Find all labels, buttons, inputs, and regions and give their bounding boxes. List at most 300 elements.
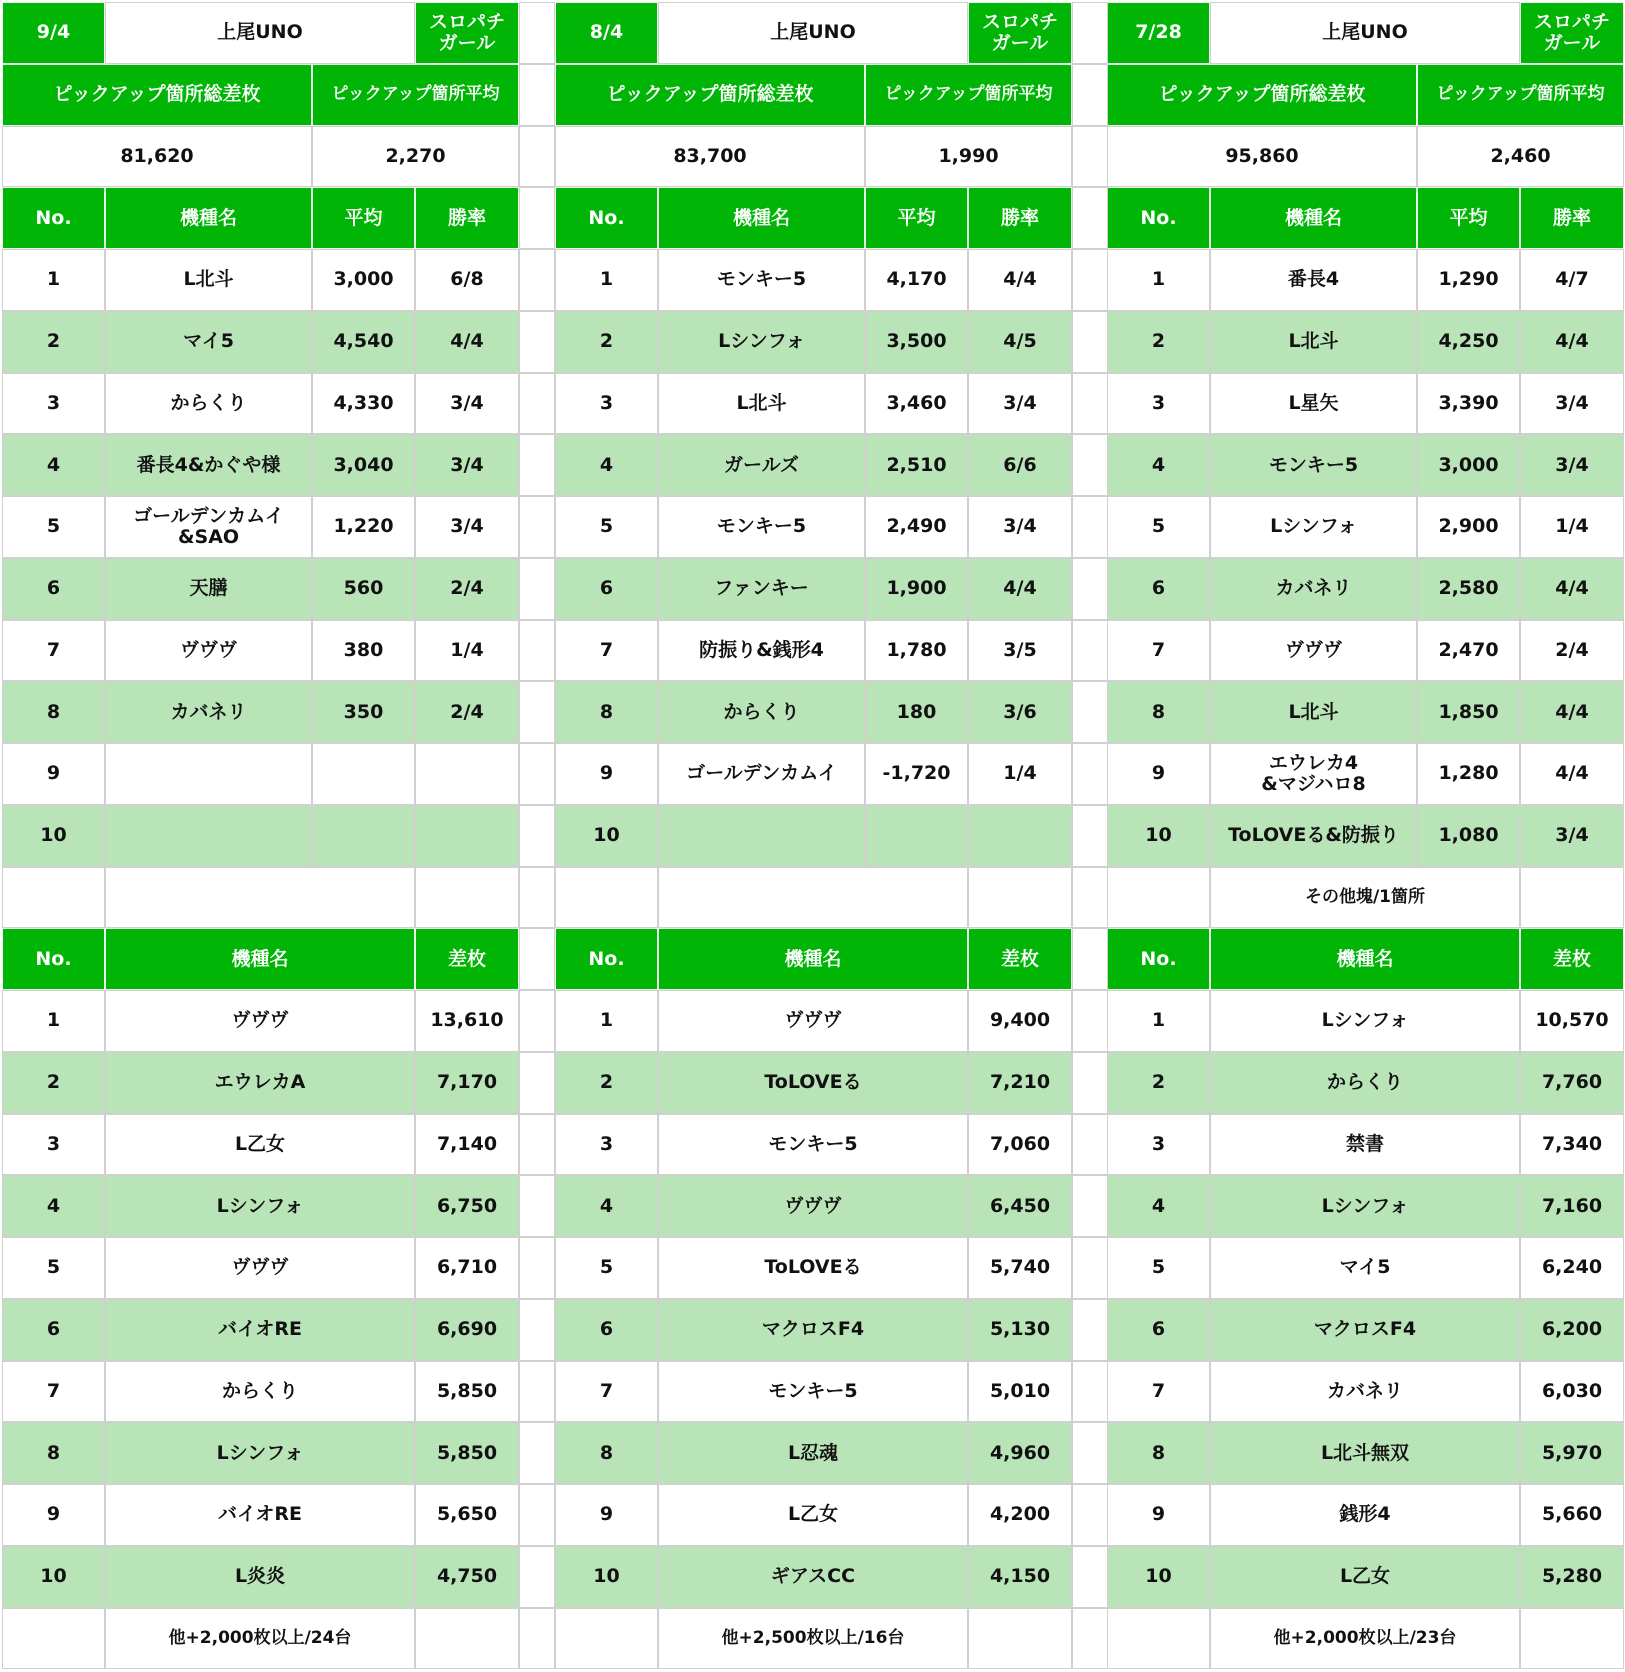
top-model-text: L乙女 (234, 1132, 286, 1155)
gap-cell (519, 249, 555, 311)
pickup-no-text: 5 (1151, 515, 1166, 538)
pickup-model (105, 743, 312, 805)
pickup-avg-text: 1,900 (886, 577, 947, 600)
pickup-win-text: 3/4 (450, 515, 484, 538)
top-diff (415, 1237, 519, 1299)
pickup-avg-text: 1,080 (1438, 824, 1499, 847)
top-no (2, 990, 105, 1052)
pickup-note (105, 867, 415, 929)
pickup-avg (865, 311, 968, 373)
pickup-no-text: 10 (40, 824, 67, 847)
pickup-model-text: ファンキー (714, 577, 809, 600)
pickup-no-text: 4 (1151, 453, 1166, 476)
pickup-avg-header-text: 平均 (897, 206, 936, 229)
top-diff-text: 6,710 (436, 1256, 498, 1279)
top-diff-text: 7,340 (1541, 1132, 1603, 1155)
gap-cell (519, 2, 555, 64)
average-value-text: 2,270 (385, 144, 446, 167)
pickup-model (105, 373, 312, 435)
total-diff-value-text: 83,700 (673, 144, 747, 167)
top-no (1107, 1546, 1210, 1608)
top-no (2, 1237, 105, 1299)
pickup-no (555, 743, 658, 805)
pickup-win-text: 3/4 (1555, 391, 1589, 414)
top-model-text: ヴヴヴ (231, 1256, 289, 1279)
pickup-avg-header (1417, 187, 1520, 249)
gap-cell (519, 126, 555, 188)
pickup-avg (865, 249, 968, 311)
top-diff-text: 9,400 (989, 1009, 1051, 1032)
pickup-win (1520, 249, 1624, 311)
pickup-win-text: 2/4 (450, 577, 484, 600)
pickup-model-text: からくり (170, 391, 247, 414)
top-diff-header-text: 差枚 (1000, 947, 1039, 970)
pickup-no (555, 620, 658, 682)
pickup-model (1210, 743, 1417, 805)
pickup-win-text: 3/4 (450, 453, 484, 476)
pickup-no-text: 9 (1151, 762, 1166, 785)
top-diff-text: 5,280 (1541, 1565, 1603, 1588)
top-diff (968, 1546, 1072, 1608)
pickup-model-text: カバネリ (170, 700, 247, 723)
pickup-win-header-text: 勝率 (447, 206, 486, 229)
top-diff (1520, 1052, 1624, 1114)
pickup-model (1210, 496, 1417, 558)
pickup-avg-text: 2,490 (886, 515, 947, 538)
top-no (1107, 1484, 1210, 1546)
pickup-win (415, 620, 519, 682)
pickup-model (1210, 434, 1417, 496)
pickup-avg-text: 560 (343, 577, 384, 600)
top-no (2, 1175, 105, 1237)
pickup-no (1107, 496, 1210, 558)
pickup-avg-text: 2,470 (1438, 638, 1499, 661)
pickup-win-text: 1/4 (1555, 515, 1589, 538)
badge-label (1520, 2, 1624, 64)
top-diff (415, 1546, 519, 1608)
top-diff (1520, 1546, 1624, 1608)
top-diff (1520, 1361, 1624, 1423)
pickup-avg (1417, 558, 1520, 620)
gap-cell (1072, 64, 1108, 126)
pickup-model (658, 805, 865, 867)
pickup-avg (312, 434, 415, 496)
pickup-no (1107, 311, 1210, 373)
top-no-text: 3 (599, 1132, 614, 1155)
pickup-model (105, 311, 312, 373)
top-model-text: モンキー5 (768, 1132, 858, 1155)
footer-note-text: 他+2,000枚以上/24台 (168, 1628, 352, 1649)
top-no (1107, 1422, 1210, 1484)
date-cell-text: 8/4 (589, 21, 624, 44)
pickup-model-text: エウレカ4 &マジハロ8 (1261, 751, 1366, 795)
average-header (1417, 64, 1624, 126)
top-no-text: 8 (599, 1441, 614, 1464)
top-model-text: 銭形4 (1339, 1503, 1391, 1526)
top-diff-text: 6,030 (1541, 1379, 1603, 1402)
gap-cell (519, 187, 555, 249)
pickup-model-text: L北斗 (183, 268, 234, 291)
top-model-header (658, 928, 968, 990)
pickup-no (1107, 249, 1210, 311)
top-no (2, 1052, 105, 1114)
top-model (1210, 1114, 1520, 1176)
pickup-avg (312, 373, 415, 435)
pickup-model-header (658, 187, 865, 249)
pickup-model-text: ToLOVEる&防振り (1228, 824, 1399, 847)
pickup-model-text: モンキー5 (716, 515, 807, 538)
pickup-win (1520, 681, 1624, 743)
top-no-text: 1 (46, 1009, 61, 1032)
pickup-avg-text: 4,540 (333, 330, 394, 353)
gap-cell (519, 311, 555, 373)
top-diff (968, 1052, 1072, 1114)
pickup-no-text: 1 (599, 268, 614, 291)
pickup-avg-text: 3,000 (333, 268, 394, 291)
pickup-model (1210, 373, 1417, 435)
total-diff-header-text: ピックアップ箇所総差枚 (53, 83, 261, 106)
pickup-no-header (555, 187, 658, 249)
pickup-no-text: 4 (599, 453, 614, 476)
total-diff-header (555, 64, 865, 126)
top-model (105, 1175, 415, 1237)
pickup-no-text: 7 (46, 638, 61, 661)
pickup-no-text: 2 (1151, 330, 1166, 353)
pickup-no-text: 2 (46, 330, 61, 353)
pickup-no (555, 373, 658, 435)
top-model-text: L忍魂 (787, 1441, 839, 1464)
pickup-model-text: L北斗 (736, 391, 787, 414)
top-no-header-text: No. (588, 947, 625, 970)
pickup-no (555, 434, 658, 496)
top-diff-text: 5,850 (436, 1441, 498, 1464)
pickup-model-text: Lシンフォ (1270, 515, 1357, 538)
pickup-no-text: 7 (1151, 638, 1166, 661)
pickup-note-text: その他塊/1箇所 (1304, 887, 1426, 908)
top-model (105, 1052, 415, 1114)
pickup-win-text: 4/4 (1555, 762, 1589, 785)
pickup-no (2, 496, 105, 558)
top-model (1210, 1546, 1520, 1608)
pickup-avg (312, 558, 415, 620)
top-model (658, 990, 968, 1052)
pickup-model-header-text: 機種名 (1284, 206, 1342, 229)
gap-cell (1072, 1422, 1108, 1484)
pickup-no-text: 5 (46, 515, 61, 538)
top-diff (415, 1052, 519, 1114)
top-diff (968, 990, 1072, 1052)
top-diff-text: 4,200 (989, 1503, 1051, 1526)
top-model-text: からくり (221, 1379, 298, 1402)
pickup-avg (312, 311, 415, 373)
gap-cell (1072, 187, 1108, 249)
top-diff-text: 5,650 (436, 1503, 498, 1526)
top-diff-header-text: 差枚 (447, 947, 486, 970)
gap-cell (1072, 558, 1108, 620)
pickup-model (105, 496, 312, 558)
top-model-text: Lシンフォ (1321, 1194, 1409, 1217)
total-diff-value-text: 95,860 (1225, 144, 1299, 167)
top-diff (1520, 1237, 1624, 1299)
top-model-text: エウレカA (214, 1071, 306, 1094)
top-model-text: L北斗無双 (1320, 1441, 1410, 1464)
top-model-text: カバネリ (1326, 1379, 1403, 1402)
top-model-header (105, 928, 415, 990)
pickup-avg-text: 350 (343, 700, 384, 723)
top-diff (968, 1237, 1072, 1299)
pickup-avg-text: -1,720 (882, 762, 951, 785)
top-model-text: Lシンフォ (216, 1441, 304, 1464)
pickup-avg-text: 3,460 (886, 391, 947, 414)
top-no-text: 4 (1151, 1194, 1166, 1217)
gap-cell (1072, 1237, 1108, 1299)
pickup-no-text: 6 (46, 577, 61, 600)
gap-cell (1072, 249, 1108, 311)
pickup-no-text: 3 (599, 391, 614, 414)
gap-cell (1072, 1361, 1108, 1423)
top-no-header (2, 928, 105, 990)
top-no (2, 1114, 105, 1176)
pickup-avg-text: 4,250 (1438, 330, 1499, 353)
footer-spacer-left (2, 1608, 105, 1670)
top-model (105, 990, 415, 1052)
date-cell-text: 7/28 (1135, 21, 1182, 44)
gap-cell (519, 743, 555, 805)
pickup-avg (312, 743, 415, 805)
top-no-header-text: No. (35, 947, 72, 970)
pickup-no-header (2, 187, 105, 249)
top-diff (968, 1114, 1072, 1176)
pickup-avg-header (865, 187, 968, 249)
footer-spacer-right (968, 1608, 1072, 1670)
pickup-model-text: ガールズ (723, 453, 800, 476)
pickup-avg (312, 496, 415, 558)
pickup-avg (1417, 373, 1520, 435)
top-diff-text: 6,200 (1541, 1318, 1603, 1341)
pickup-win-text: 4/4 (1003, 268, 1037, 291)
pickup-avg-text: 2,580 (1438, 577, 1499, 600)
pickup-win-text: 3/4 (1003, 515, 1037, 538)
top-model-text: L炎炎 (234, 1565, 286, 1588)
report-panel-1 (2, 2, 519, 1670)
pickup-no (1107, 743, 1210, 805)
top-no-text: 1 (599, 1009, 614, 1032)
gap-cell (519, 990, 555, 1052)
pickup-avg (1417, 434, 1520, 496)
top-no (555, 1175, 658, 1237)
top-no-text: 3 (46, 1132, 61, 1155)
top-model (658, 1361, 968, 1423)
pickup-win (415, 681, 519, 743)
top-no-text: 5 (599, 1256, 614, 1279)
report-panel-2 (555, 2, 1072, 1670)
top-diff (1520, 1175, 1624, 1237)
pickup-no-text: 3 (1151, 391, 1166, 414)
top-model (658, 1237, 968, 1299)
pickup-no-text: 2 (599, 330, 614, 353)
top-diff-text: 4,960 (989, 1441, 1051, 1464)
footer-note (658, 1608, 968, 1670)
pickup-avg (312, 249, 415, 311)
pickup-no-text: 8 (1151, 700, 1166, 723)
pickup-win-text: 4/7 (1555, 268, 1589, 291)
pickup-note (658, 867, 968, 929)
pickup-avg (865, 496, 968, 558)
pickup-avg (1417, 496, 1520, 558)
top-model-text: ヴヴヴ (231, 1009, 289, 1032)
top-no-header (555, 928, 658, 990)
top-diff-header (968, 928, 1072, 990)
top-no (2, 1361, 105, 1423)
pickup-model-text: ゴールデンカムイ (686, 762, 837, 785)
pickup-win (968, 805, 1072, 867)
pickup-win (968, 434, 1072, 496)
top-diff-header (415, 928, 519, 990)
top-model (658, 1546, 968, 1608)
pickup-avg-text: 1,780 (886, 638, 947, 661)
badge-label-text: スロパチ ガール (428, 10, 505, 54)
pickup-win (1520, 805, 1624, 867)
top-no (555, 1361, 658, 1423)
pickup-win-text: 1/4 (450, 638, 484, 661)
pickup-model (105, 620, 312, 682)
pickup-model-text: L北斗 (1288, 330, 1339, 353)
total-diff-header (1107, 64, 1417, 126)
top-no-text: 7 (599, 1379, 614, 1402)
pickup-model (105, 249, 312, 311)
top-model (1210, 1237, 1520, 1299)
pickup-model (1210, 620, 1417, 682)
top-model-text: ToLOVEる (764, 1256, 862, 1279)
store-name (105, 2, 415, 64)
top-model-text: L乙女 (1339, 1565, 1391, 1588)
pickup-avg-text: 3,000 (1438, 453, 1499, 476)
pickup-model-text: 番長4&かぐや様 (136, 453, 281, 476)
top-no-text: 2 (1151, 1071, 1166, 1094)
top-no (555, 990, 658, 1052)
gap-cell (1072, 1052, 1108, 1114)
pickup-model-text: L星矢 (1288, 391, 1339, 414)
gap-cell (519, 867, 555, 929)
pickup-no-header-text: No. (1140, 206, 1177, 229)
pickup-model-text: モンキー5 (1268, 453, 1359, 476)
pickup-avg-text: 1,850 (1438, 700, 1499, 723)
footer-note (1210, 1608, 1520, 1670)
pickup-model-text: 防振り&銭形4 (699, 638, 824, 661)
pickup-model (105, 805, 312, 867)
pickup-win (415, 434, 519, 496)
pickup-win-text: 1/4 (1003, 762, 1037, 785)
gap-cell (519, 1052, 555, 1114)
top-no (1107, 1114, 1210, 1176)
pickup-avg (1417, 620, 1520, 682)
pickup-win (968, 558, 1072, 620)
top-model-text: L乙女 (787, 1503, 839, 1526)
pickup-no (555, 249, 658, 311)
gap-cell (1072, 681, 1108, 743)
pickup-avg-text: 180 (896, 700, 937, 723)
store-name-text: 上尾UNO (770, 21, 856, 44)
pickup-no (1107, 434, 1210, 496)
pickup-model (658, 249, 865, 311)
top-no-text: 10 (40, 1565, 67, 1588)
pickup-win (1520, 373, 1624, 435)
pickup-avg (865, 373, 968, 435)
top-diff (415, 1175, 519, 1237)
pickup-avg (865, 558, 968, 620)
pickup-model-text: ヴヴヴ (179, 638, 237, 661)
pickup-avg (312, 620, 415, 682)
top-diff-text: 4,150 (989, 1565, 1051, 1588)
pickup-avg (865, 434, 968, 496)
top-model (105, 1361, 415, 1423)
footer-spacer-left (1107, 1608, 1210, 1670)
top-model (658, 1052, 968, 1114)
top-no-text: 8 (46, 1441, 61, 1464)
pickup-win-text: 3/4 (1555, 453, 1589, 476)
top-diff-text: 6,690 (436, 1318, 498, 1341)
top-no (1107, 1052, 1210, 1114)
top-model (105, 1299, 415, 1361)
pickup-no (555, 311, 658, 373)
panel-gap-2 (1072, 2, 1108, 1670)
pickup-win (968, 496, 1072, 558)
top-model-text: マクロスF4 (761, 1318, 865, 1341)
pickup-no-header-text: No. (35, 206, 72, 229)
top-no (1107, 1237, 1210, 1299)
average-value-text: 1,990 (938, 144, 999, 167)
top-model (105, 1237, 415, 1299)
pickup-win (968, 620, 1072, 682)
top-no-header (1107, 928, 1210, 990)
top-model-text: ToLOVEる (764, 1071, 862, 1094)
top-model (658, 1422, 968, 1484)
top-diff (1520, 1114, 1624, 1176)
pickup-model-text: カバネリ (1275, 577, 1352, 600)
date-cell-text: 9/4 (36, 21, 71, 44)
store-name (658, 2, 968, 64)
gap-cell (519, 1237, 555, 1299)
pickup-model (1210, 805, 1417, 867)
pickup-model (658, 496, 865, 558)
pickup-win-text: 3/4 (450, 391, 484, 414)
top-diff (1520, 990, 1624, 1052)
top-model (1210, 1361, 1520, 1423)
gap-cell (1072, 1608, 1108, 1670)
top-model-text: モンキー5 (768, 1379, 858, 1402)
top-model-text: ヴヴヴ (784, 1009, 842, 1032)
pickup-model (1210, 558, 1417, 620)
gap-cell (519, 496, 555, 558)
pickup-model-text: L北斗 (1288, 700, 1339, 723)
badge-label-text: スロパチ ガール (981, 10, 1058, 54)
top-no (555, 1546, 658, 1608)
average-header-text: ピックアップ箇所平均 (331, 84, 500, 105)
pickup-avg (1417, 249, 1520, 311)
pickup-win-header (968, 187, 1072, 249)
top-diff-text: 5,010 (989, 1379, 1051, 1402)
pickup-avg (865, 620, 968, 682)
gap-cell (1072, 373, 1108, 435)
gap-cell (519, 1175, 555, 1237)
top-diff-text: 5,660 (1541, 1503, 1603, 1526)
pickup-no (1107, 805, 1210, 867)
pickup-avg (865, 805, 968, 867)
top-diff-text: 7,170 (436, 1071, 498, 1094)
store-name-text: 上尾UNO (1322, 21, 1408, 44)
pickup-win (415, 249, 519, 311)
top-no-text: 4 (46, 1194, 61, 1217)
